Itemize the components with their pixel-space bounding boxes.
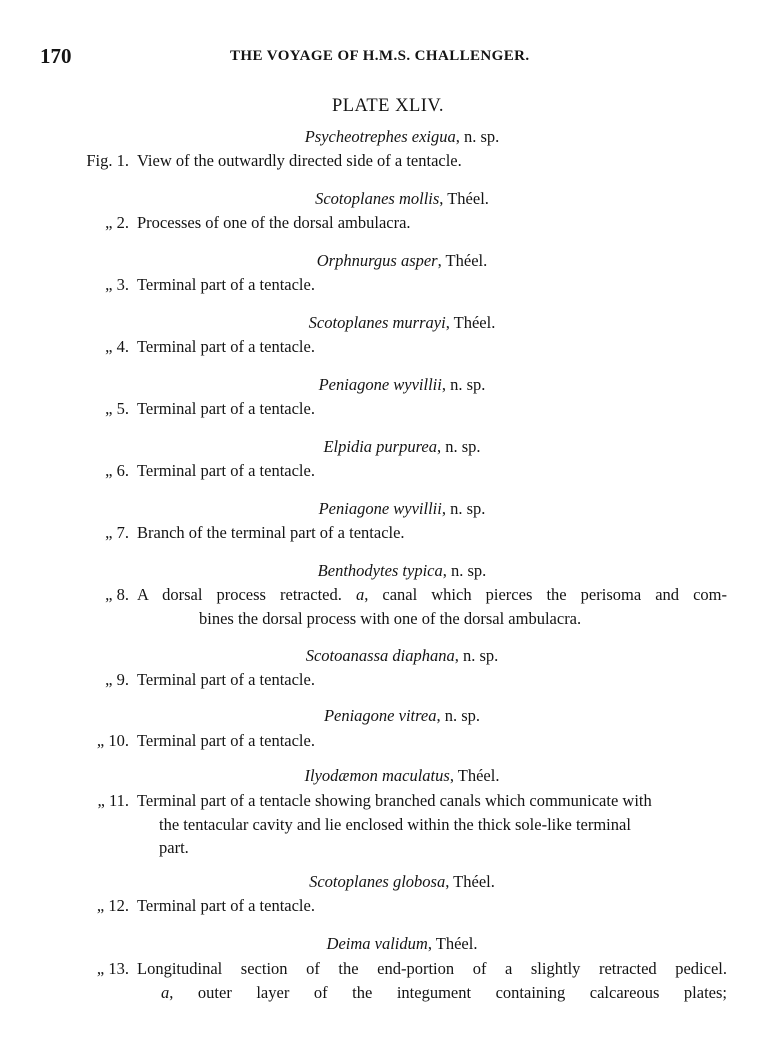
caption-line: Processes of one of the dorsal ambulacra. <box>137 213 411 232</box>
figure-caption <box>137 583 727 630</box>
figure-number: „ 10. <box>96 731 129 750</box>
figure-number: „ 13. <box>96 959 129 978</box>
figure-number: „ 4. <box>105 337 129 356</box>
caption-line: View of the outwardly directed side of a tentacle. <box>137 151 462 170</box>
figure-number: „ 9. <box>105 670 129 689</box>
species-heading <box>0 934 776 954</box>
species-name: Psycheotrephes exigua <box>304 127 456 146</box>
species-heading <box>0 313 776 333</box>
species-authority: , n. sp. <box>442 561 487 580</box>
running-title: THE VOYAGE OF H.M.S. CHALLENGER. <box>230 48 530 64</box>
figure-caption <box>137 729 727 753</box>
species-name: Peniagone vitrea <box>323 706 437 725</box>
caption-line: Terminal part of a tentacle. <box>137 275 315 294</box>
species-name: Scotoplanes globosa <box>309 872 446 891</box>
figure-caption <box>137 894 727 918</box>
species-heading <box>0 872 776 892</box>
figure-number: „ 2. <box>105 213 129 232</box>
figure-number: „ 6. <box>105 461 129 480</box>
caption-line: Terminal part of a tentacle. <box>137 670 315 689</box>
species-name: Scotoanassa diaphana <box>305 646 455 665</box>
species-authority: , n. sp. <box>441 499 486 518</box>
caption-line: Terminal part of a tentacle. <box>137 399 315 418</box>
caption-segment: , canal which pierces the perisoma and com- <box>364 585 728 604</box>
species-name: Ilyodæmon maculatus <box>304 766 450 785</box>
caption-segment: , outer layer of the integument containing calcareous plates; <box>169 982 727 1002</box>
species-authority: , n. sp. <box>436 706 481 725</box>
species-name: Deima validum <box>326 934 428 953</box>
species-authority: , Théel. <box>437 251 488 270</box>
figure-number: „ 8. <box>105 585 129 604</box>
caption-line: bines the dorsal process with one of the dorsal ambulacra. <box>199 608 582 628</box>
label-a: a <box>161 982 170 1002</box>
figure-number: „ 7. <box>105 523 129 542</box>
figure-number: „ 5. <box>105 399 129 418</box>
figure-caption <box>137 668 727 692</box>
species-authority: , Théel. <box>445 313 496 332</box>
figure-caption <box>137 211 727 235</box>
page-number: 170 <box>40 44 72 68</box>
caption-line: Longitudinal section of the end-portion of a slightly retracted pedicel. <box>137 959 727 978</box>
caption-segment: A dorsal process retracted. <box>137 585 342 604</box>
species-authority: , Théel. <box>439 189 489 208</box>
caption-line: Branch of the terminal part of a tentacle. <box>137 523 405 542</box>
figure-caption <box>137 521 727 545</box>
caption-line: part. <box>159 838 189 857</box>
species-name: Peniagone wyvillii <box>318 375 442 394</box>
species-authority: , Théel. <box>449 766 500 785</box>
species-heading <box>0 189 776 209</box>
caption-line: Terminal part of a tentacle. <box>137 337 315 356</box>
species-heading <box>0 561 776 581</box>
caption-line: Terminal part of a tentacle. <box>137 731 315 750</box>
plate-title: PLATE XLIV. <box>331 96 445 116</box>
species-heading <box>0 251 776 271</box>
species-name: Orphnurgus asper <box>316 251 438 270</box>
figure-number: „ 11. <box>97 791 129 810</box>
species-authority: , n. sp. <box>441 375 486 394</box>
species-authority: , n. sp. <box>455 127 500 146</box>
species-authority: , Théel. <box>427 934 478 953</box>
figure-number: Fig. 1. <box>86 151 129 170</box>
species-heading <box>0 706 776 726</box>
species-heading <box>0 437 776 457</box>
figure-caption <box>137 957 727 1004</box>
species-name: Benthodytes typica <box>317 561 443 580</box>
label-a: a <box>355 585 365 604</box>
caption-line <box>137 583 727 607</box>
species-name: Peniagone wyvillii <box>318 499 442 518</box>
figure-caption <box>137 459 727 483</box>
species-heading <box>0 375 776 395</box>
figure-caption <box>137 789 727 860</box>
figure-number: „ 3. <box>105 275 129 294</box>
species-name: Scotoplanes mollis <box>315 189 440 208</box>
species-heading <box>0 646 776 666</box>
species-name: Scotoplanes murrayi <box>308 313 446 332</box>
caption-line: Terminal part of a tentacle showing branched canals which communicate with <box>137 791 652 810</box>
figure-number: „ 12. <box>96 896 129 915</box>
figure-caption <box>137 149 727 173</box>
caption-line: Terminal part of a tentacle. <box>137 461 315 480</box>
caption-line: Terminal part of a tentacle. <box>137 896 315 915</box>
caption-line: the tentacular cavity and lie enclosed within the thick sole-like terminal <box>159 814 631 834</box>
species-heading <box>0 127 776 147</box>
species-authority: , n. sp. <box>454 646 499 665</box>
species-authority: , Théel. <box>445 872 495 891</box>
species-heading <box>0 766 776 786</box>
species-authority: , n. sp. <box>436 437 481 456</box>
figure-caption <box>137 273 727 297</box>
figure-caption <box>137 397 727 421</box>
figure-caption <box>137 335 727 359</box>
caption-line <box>137 981 727 1005</box>
species-name: Elpidia purpurea <box>323 437 437 456</box>
species-heading <box>0 499 776 519</box>
